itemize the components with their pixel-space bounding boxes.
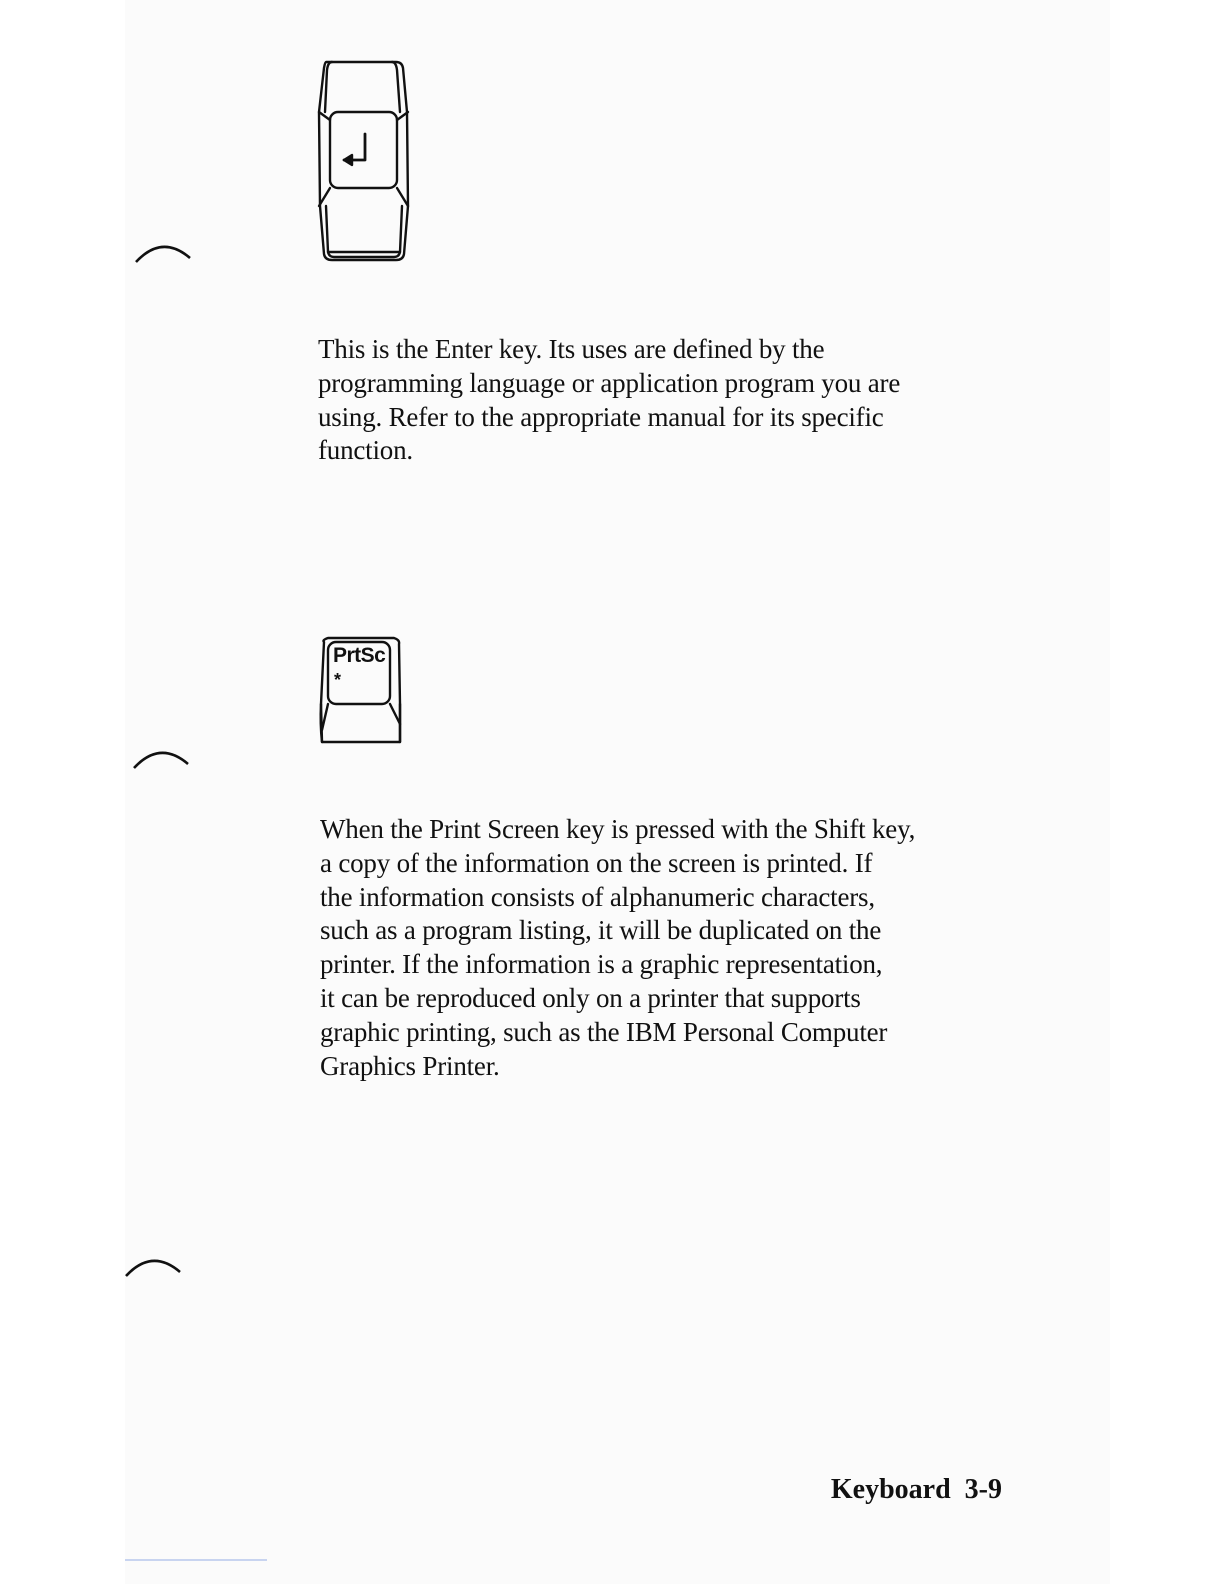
page-footer	[831, 1474, 1002, 1506]
prtsc-key-illustration	[316, 634, 406, 746]
enter-key-description: This is the Enter key. Its uses are defined by the programming language or application program you are using. Refer to the appropriate manual for its specific function.	[318, 334, 901, 466]
enter-key-illustration	[312, 56, 412, 268]
binder-mark-top	[132, 238, 202, 268]
bottom-rule	[125, 1559, 267, 1561]
binder-mark-bottom	[122, 1252, 192, 1282]
prtsc-key-description: When the Print Screen key is pressed with the Shift key, a copy of the information on the screen is printed. If the information consists of alphanumeric characters, such as a program listing, it will be duplicated on the printer. If the information is a graphic representation, it can be reproduced only on a printer that supports graphic printing, such as the IBM Personal Computer Graphics Printer.	[320, 814, 916, 1081]
asterisk-key-label: *	[334, 670, 342, 690]
page-background	[125, 0, 1110, 1584]
prtsc-key-label: PrtSc	[333, 644, 386, 667]
footer-page-number: 3-9	[964, 1474, 1002, 1505]
binder-mark-middle	[130, 744, 200, 774]
footer-section-title: Keyboard	[830, 1474, 951, 1505]
